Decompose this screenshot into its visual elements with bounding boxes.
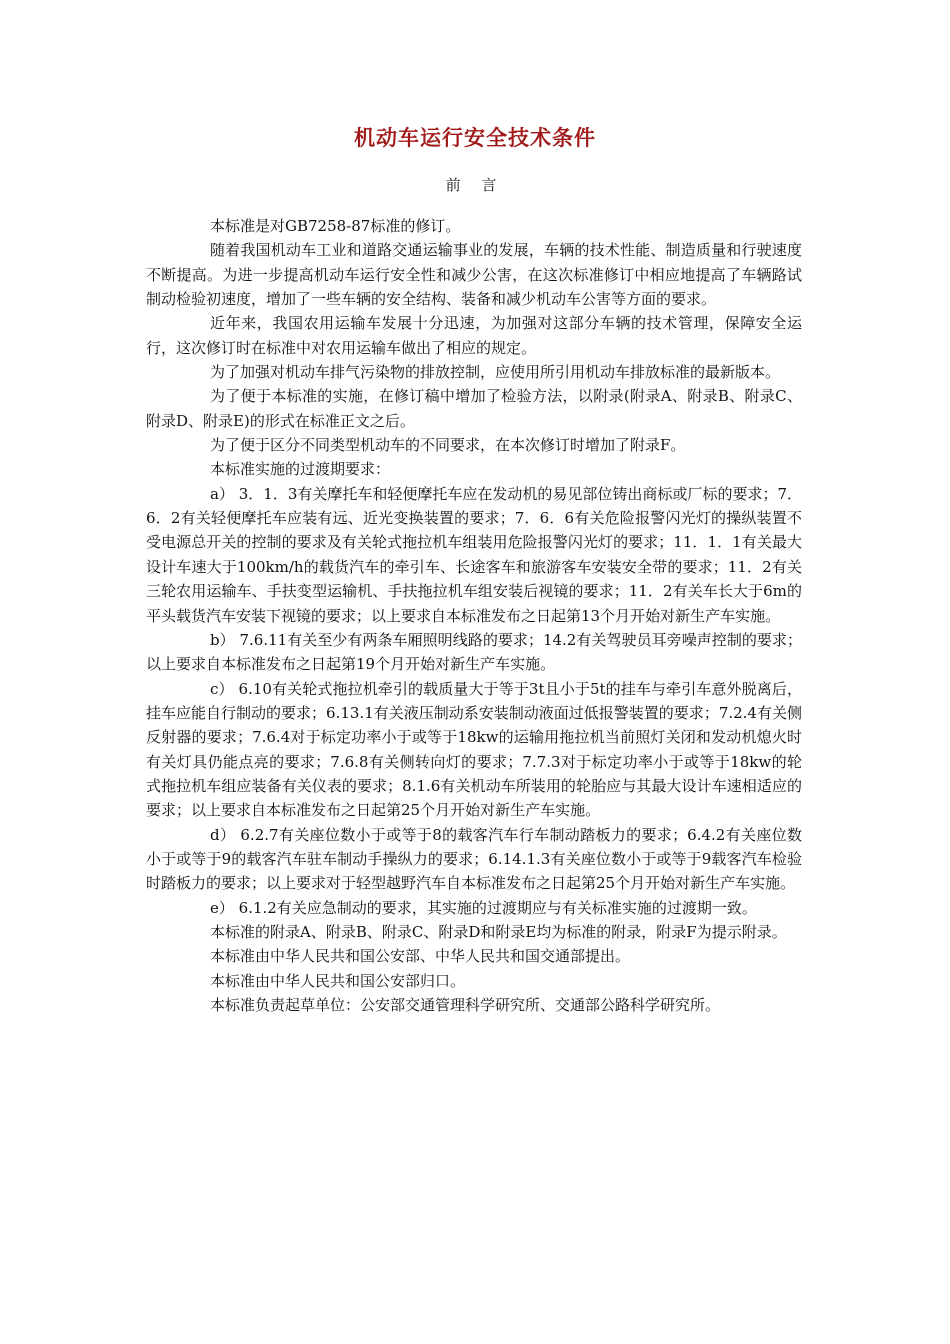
paragraph: 为了加强对机动车排气污染物的排放控制，应使用所引用机动车排放标准的最新版本。	[210, 363, 781, 382]
paragraph: 近年来，我国农用运输车发展十分迅速，为加强对这部分车辆的技术管理，保障安全运行，这次修订时在标准中对农用运输车做出了相应的规定。	[146, 314, 802, 357]
list-item: c） 6.10有关轮式拖拉机牵引的载质量大于等于3t且小于5t的挂车与牵引车意外脱离后，挂车应能自行制动的要求；6.13.1有关液压制动系安装制动液面过低报警装置的要求；7.2.4有关侧反射器的要求；7.6.4对于标定功率小于或等于18kw的运输用拖拉机当前照灯关闭和发动机熄火时有关灯具仍能点亮的要求；7.6.8有关侧转向灯的要求；7.7.3对于标定功率小于或等于18kw的轮式拖拉机车组应装备有关仪表的要求；8.1.6有关机动车所装用的轮胎应与其最大设计车速相适应的要求；以上要求自本标准发布之日起第25个月开始对新生产车实施。	[146, 679, 802, 820]
paragraph: 随着我国机动车工业和道路交通运输事业的发展，车辆的技术性能、制造质量和行驶速度不断提高。为进一步提高机动车运行安全性和减少公害，在这次标准修订中相应地提高了车辆路试制动检验初速度，增加了一些车辆的安全结构、装备和减少机动车公害等方面的要求。	[146, 241, 802, 309]
paragraph: 本标准负责起草单位：公安部交通管理科学研究所、交通部公路科学研究所。	[210, 996, 721, 1014]
paragraph: 本标准的附录A、附录B、附录C、附录D和附录E均为标准的附录，附录F为提示附录。	[210, 922, 787, 941]
section-heading: 前 言	[445, 176, 505, 194]
paragraph: 本标准是对GB7258-87标准的修订。	[210, 217, 461, 235]
paragraph: 为了便于本标准的实施，在修订稿中增加了检验方法，以附录(附录A、附录B、附录C、附录D、附录E)的形式在标准正文之后。	[146, 387, 802, 430]
list-item: d） 6.2.7有关座位数小于或等于8的载客汽车行车制动踏板力的要求；6.4.2有关座位数小于或等于9的载客汽车驻车制动手操纵力的要求；6.14.1.3有关座位数小于或等于9载客汽车检验时踏板力的要求；以上要求对于轻型越野汽车自本标准发布之日起第25个月开始对新生产车实施。	[146, 825, 802, 893]
list-item: e） 6.1.2有关应急制动的要求，其实施的过渡期应与有关标准实施的过渡期一致。	[210, 898, 757, 917]
paragraph: 本标准实施的过渡期要求：	[210, 460, 391, 479]
paragraph: 为了便于区分不同类型机动车的不同要求，在本次修订时增加了附录F。	[210, 436, 686, 455]
paragraph: 本标准由中华人民共和国公安部、中华人民共和国交通部提出。	[210, 947, 631, 966]
document-title: 机动车运行安全技术条件	[354, 125, 596, 150]
list-item: a） 3．1．3有关摩托车和轻便摩托车应在发动机的易见部位铸出商标或厂标的要求；7．6．2有关轻便摩托车应装有远、近光变换装置的要求；7．6．6有关危险报警闪光灯的操纵装置不受电源总开关的控制的要求及有关轮式拖拉机车组装用危险报警闪光灯的要求；11．1．1有关最大设计车速大于100km/h的载货汽车的牵引车、长途客车和旅游客车安装安全带的要求；11．2有关三轮农用运输车、手扶变型运输机、手扶拖拉机车组安装后视镜的要求；11．2有关车长大于6m的平头载货汽车安装下视镜的要求；以上要求自本标准发布之日起第13个月开始对新生产车实施。	[146, 484, 802, 625]
document-body	[146, 214, 802, 1017]
paragraph: 本标准由中华人民共和国公安部归口。	[210, 971, 466, 990]
list-item: b） 7.6.11有关至少有两条车厢照明线路的要求；14.2有关驾驶员耳旁噪声控制的要求；以上要求自本标准发布之日起第19个月开始对新生产车实施。	[146, 630, 802, 674]
